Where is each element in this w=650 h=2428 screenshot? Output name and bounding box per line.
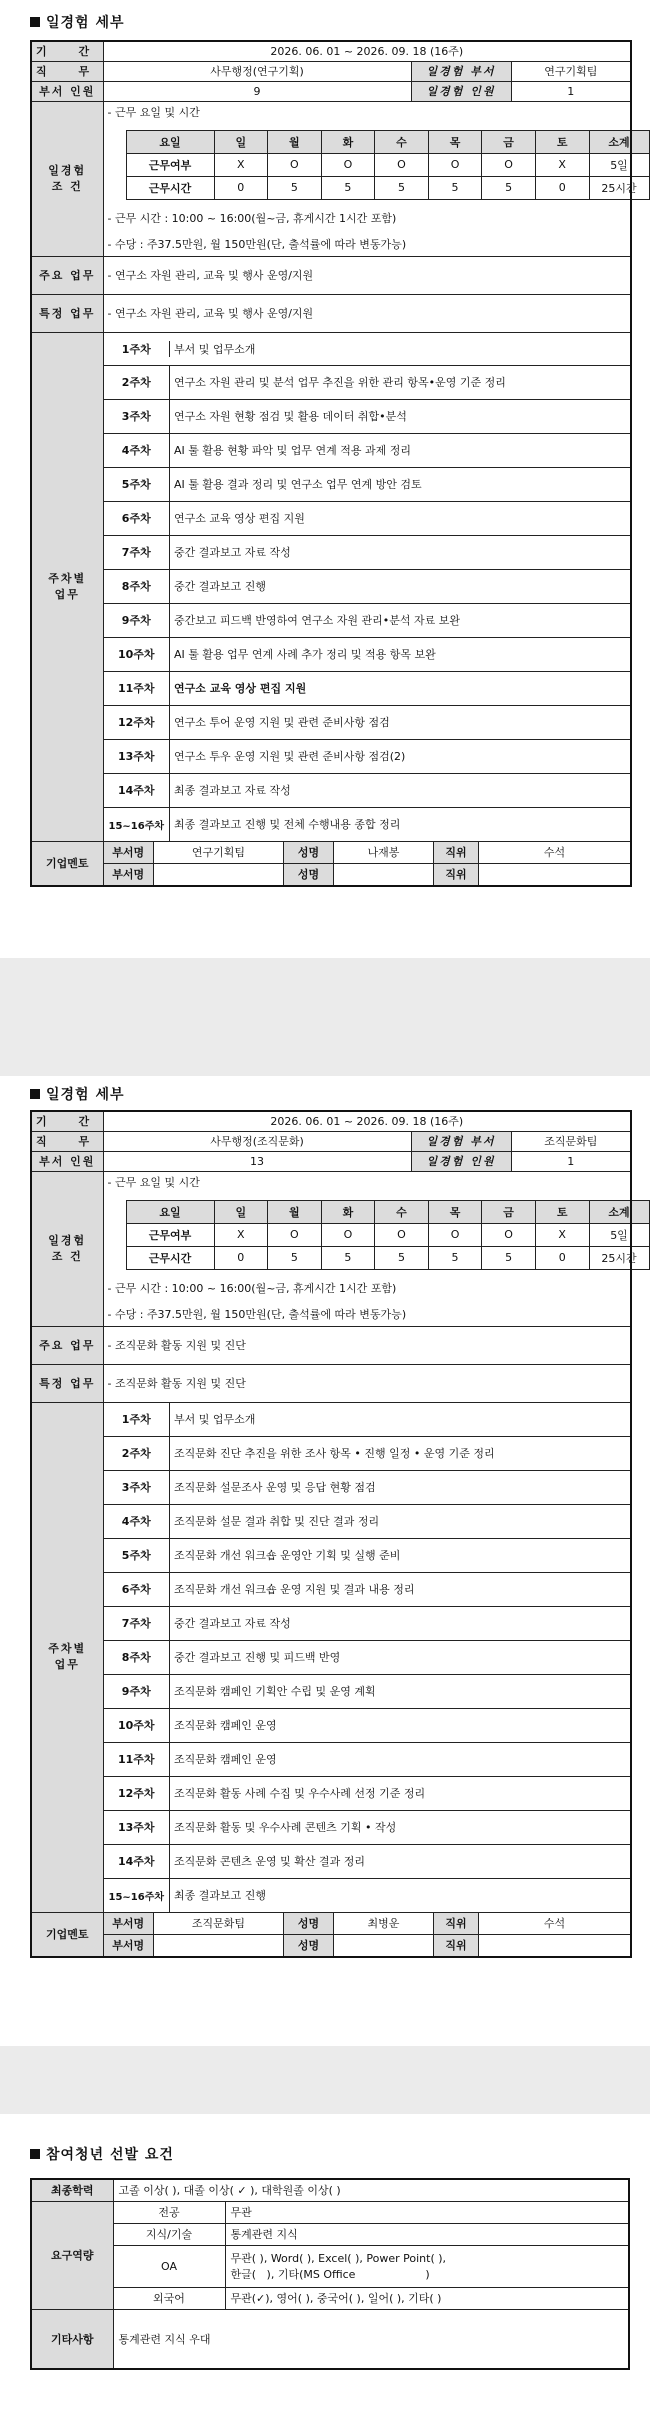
mentor-pos-value: 수석 — [543, 846, 566, 859]
mentor-name-label: 성명 — [284, 1913, 334, 1934]
week-row — [103, 1844, 631, 1878]
work-cell: O — [482, 1223, 536, 1246]
condition-label: 일경험 조 건 — [31, 1171, 103, 1326]
staff-label: 일경험 인원 — [411, 1151, 511, 1171]
staff-label: 일경험 인원 — [411, 81, 511, 101]
mentor-row — [103, 1912, 631, 1934]
week-row — [103, 569, 631, 603]
week-label: 15~16주차 — [104, 1879, 170, 1912]
mentor-pos-value — [479, 1935, 631, 1956]
duty-label: 직 무 — [31, 1131, 103, 1151]
education-value: 고졸 이상( ), 대졸 이상( ✓ ), 대학원졸 이상( ) — [113, 2179, 629, 2201]
week-task: 최종 결과보고 진행 — [174, 1889, 267, 1902]
week-label: 7주차 — [104, 536, 170, 569]
day-header: 토 — [535, 1200, 589, 1223]
hours-cell: 5 — [482, 176, 536, 199]
hours-cell: 5 — [428, 176, 482, 199]
dept-label: 일경험 부서 — [411, 61, 511, 81]
week-task: 조직문화 캠페인 운영 — [174, 1753, 277, 1766]
requirements-table — [30, 2178, 630, 2370]
work-days-table — [126, 130, 650, 200]
etc-value: 통계관련 지식 우대 — [113, 2309, 629, 2369]
section-title — [30, 2144, 174, 2164]
day-header: 수 — [375, 1200, 429, 1223]
week-label: 11주차 — [104, 672, 170, 705]
week-label: 1주차 — [104, 1403, 170, 1436]
week-row — [103, 1640, 631, 1674]
week-row — [103, 1436, 631, 1470]
week-label: 10주차 — [104, 1709, 170, 1742]
mentor-dept-label: 부서명 — [104, 864, 154, 885]
work-cell: O — [268, 1223, 322, 1246]
oa-line: 무관( ), Word( ), Excel( ), Power Point( ), — [230, 2252, 447, 2265]
hours-cell: 5 — [321, 1246, 375, 1269]
week-task: 부서 및 업무소개 — [174, 1413, 256, 1426]
week-label: 8주차 — [104, 570, 170, 603]
work-cell: O — [482, 153, 536, 176]
week-label: 7주차 — [104, 1607, 170, 1640]
week-label: 1주차 — [104, 341, 170, 357]
week-row — [103, 1742, 631, 1776]
mentor-dept-label: 부서명 — [104, 1913, 154, 1934]
work-cell: O — [375, 153, 429, 176]
work-cell: O — [428, 153, 482, 176]
mentor-name-value: 나재봉 — [334, 842, 434, 863]
week-task: 연구소 교육 영상 편집 지원 — [174, 512, 305, 525]
hours-cell: 0 — [214, 176, 268, 199]
work-cell: O — [268, 153, 322, 176]
week-row — [103, 365, 631, 399]
week-label: 14주차 — [104, 774, 170, 807]
square-bullet-icon — [30, 1089, 40, 1099]
day-header: 수 — [375, 130, 429, 153]
week-label: 14주차 — [104, 1845, 170, 1878]
week-task: 연구소 자원 현황 점검 및 활용 데이터 취합•분석 — [174, 410, 407, 423]
week-task: 연구소 자원 관리 및 분석 업무 추진을 위한 관리 항목•운영 기준 정리 — [174, 376, 506, 389]
day-header: 월 — [268, 1200, 322, 1223]
week-label: 9주차 — [104, 1675, 170, 1708]
mentor-dept-value: 연구기획팀 — [154, 842, 284, 863]
work-cell: X — [214, 1223, 268, 1246]
condition-box — [103, 101, 637, 256]
hours-cell: 25시간 — [589, 1246, 649, 1269]
hours-cell: 0 — [214, 1246, 268, 1269]
day-header: 일 — [214, 1200, 268, 1223]
week-task: 조직문화 활동 및 우수사례 콘텐츠 기획 • 작성 — [174, 1821, 397, 1834]
special-work-label: 특정 업무 — [31, 294, 103, 332]
mentor-label: 기업멘토 — [31, 1912, 103, 1957]
hours-cell: 5 — [268, 176, 322, 199]
mentor-row — [103, 863, 631, 886]
education-label: 최종학력 — [31, 2179, 113, 2201]
etc-label: 기타사항 — [31, 2309, 113, 2369]
oa-label: OA — [113, 2245, 225, 2287]
condition-title: - 근무 요일 및 시간 — [107, 105, 200, 119]
mentor-pos-label: 직위 — [434, 1913, 479, 1934]
week-task: 연구소 투우 운영 지원 및 관련 준비사항 점검(2) — [174, 750, 406, 763]
week-label: 13주차 — [104, 740, 170, 773]
page-gap — [0, 958, 650, 1076]
detail-table — [30, 1110, 637, 1958]
square-bullet-icon — [30, 2149, 40, 2159]
day-header: 목 — [428, 1200, 482, 1223]
detail-table — [30, 40, 637, 887]
day-header: 소계 — [589, 130, 649, 153]
mentor-label: 기업멘토 — [31, 841, 103, 886]
week-row — [103, 501, 631, 535]
dept-value: 연구기획팀 — [511, 61, 631, 81]
mentor-name-value: 최병운 — [334, 1913, 434, 1934]
work-row-label: 근무여부 — [126, 153, 214, 176]
week-task: 조직문화 활동 사례 수집 및 우수사례 선정 기준 정리 — [174, 1787, 426, 1800]
hours-cell: 5 — [428, 1246, 482, 1269]
week-row — [103, 433, 631, 467]
section-title — [30, 12, 125, 32]
day-header: 목 — [428, 130, 482, 153]
week-row — [103, 1538, 631, 1572]
mentor-dept-value — [154, 1935, 284, 1956]
day-header: 소계 — [589, 1200, 649, 1223]
week-row — [103, 773, 631, 807]
work-cell: O — [375, 1223, 429, 1246]
period-value: 2026. 06. 01 ~ 2026. 09. 18 (16주) — [103, 1111, 631, 1131]
week-label: 4주차 — [104, 1505, 170, 1538]
condition-title: - 근무 요일 및 시간 — [107, 1175, 200, 1189]
period-label: 기 간 — [31, 41, 103, 61]
week-row — [103, 705, 631, 739]
requirements-title: 참여청년 선발 요건 — [46, 2147, 174, 2163]
week-task: 조직문화 설문조사 운영 및 응답 현황 점검 — [174, 1481, 376, 1494]
hours-cell: 5 — [375, 1246, 429, 1269]
week-task: 조직문화 설문 결과 취합 및 진단 결과 정리 — [174, 1515, 380, 1528]
week-task: 중간 결과보고 진행 및 피드백 반영 — [174, 1651, 341, 1664]
week-task: 중간보고 피드백 반영하여 연구소 자원 관리•분석 자료 보완 — [174, 614, 460, 627]
knowledge-label: 지식/기술 — [113, 2223, 225, 2245]
week-row — [103, 1810, 631, 1844]
week-label: 8주차 — [104, 1641, 170, 1674]
mentor-dept-value: 조직문화팀 — [154, 1913, 284, 1934]
work-cell: X — [535, 1223, 589, 1246]
week-row — [103, 1606, 631, 1640]
mentor-name-value — [334, 864, 434, 885]
pay-text: - 수당 : 주37.5만원, 월 150만원(단, 출석률에 따라 변동가능) — [107, 1307, 407, 1321]
period-label: 기 간 — [31, 1111, 103, 1131]
week-label: 6주차 — [104, 1573, 170, 1606]
week-task: 중간 결과보고 자료 작성 — [174, 546, 291, 559]
major-value: 무관 — [225, 2201, 629, 2223]
week-row — [103, 1708, 631, 1742]
mentor-name-value — [334, 1935, 434, 1956]
week-label: 5주차 — [104, 468, 170, 501]
week-task: 연구소 교육 영상 편집 지원 — [174, 682, 307, 695]
hours-cell: 5 — [321, 176, 375, 199]
week-row — [103, 332, 631, 365]
week-task: 부서 및 업무소개 — [174, 342, 256, 356]
main-work-value: - 조직문화 활동 지원 및 진단 — [103, 1326, 631, 1364]
main-work-label: 주요 업무 — [31, 1326, 103, 1364]
condition-label: 일경험 조 건 — [31, 101, 103, 256]
dept-value: 조직문화팀 — [511, 1131, 631, 1151]
mentor-name-label: 성명 — [284, 864, 334, 885]
week-row — [103, 1674, 631, 1708]
square-bullet-icon — [30, 17, 40, 27]
work-cell: O — [321, 153, 375, 176]
work-days-table — [126, 1200, 650, 1270]
work-cell: 5일 — [589, 153, 649, 176]
mentor-row — [103, 841, 631, 863]
week-label: 10주차 — [104, 638, 170, 671]
week-row — [103, 603, 631, 637]
mentor-name-label: 성명 — [284, 1935, 334, 1956]
week-label: 12주차 — [104, 1777, 170, 1810]
hours-cell: 5 — [375, 176, 429, 199]
week-row — [103, 637, 631, 671]
week-task: 조직문화 개선 워크숍 운영 지원 및 결과 내용 정리 — [174, 1583, 415, 1596]
weekly-label: 주차별 업무 — [31, 1402, 103, 1912]
dept-staff-label: 부서 인원 — [31, 1151, 103, 1171]
day-header: 요일 — [126, 1200, 214, 1223]
document-page-1 — [0, 0, 650, 958]
section-title — [30, 1084, 125, 1104]
work-cell: O — [428, 1223, 482, 1246]
week-row — [103, 1878, 631, 1912]
week-row — [103, 1776, 631, 1810]
day-header: 일 — [214, 130, 268, 153]
hours-cell: 5 — [482, 1246, 536, 1269]
weekly-label: 주차별 업무 — [31, 332, 103, 841]
week-row — [103, 1504, 631, 1538]
week-label: 2주차 — [104, 366, 170, 399]
week-task: 조직문화 진단 추진을 위한 조사 항목 • 진행 일정 • 운영 기준 정리 — [174, 1447, 495, 1460]
special-work-label: 특정 업무 — [31, 1364, 103, 1402]
week-label: 4주차 — [104, 434, 170, 467]
mentor-pos-value: 수석 — [543, 1917, 566, 1930]
mentor-name-label: 성명 — [284, 842, 334, 863]
duty-value: 사무행정(연구기획) — [103, 61, 411, 81]
mentor-pos-label: 직위 — [434, 842, 479, 863]
section-title-text: 일경험 세부 — [46, 1087, 125, 1103]
week-task: 연구소 투어 운영 지원 및 관련 준비사항 점검 — [174, 716, 390, 729]
week-task: 중간 결과보고 자료 작성 — [174, 1617, 291, 1630]
week-row — [103, 1572, 631, 1606]
work-cell: O — [321, 1223, 375, 1246]
day-header: 화 — [321, 1200, 375, 1223]
oa-value — [225, 2245, 629, 2287]
language-value: 무관(✓), 영어( ), 중국어( ), 일어( ), 기타( ) — [225, 2287, 629, 2309]
staff-value: 1 — [511, 81, 631, 101]
hours-row-label: 근무시간 — [126, 176, 214, 199]
week-label: 3주차 — [104, 400, 170, 433]
dept-label: 일경험 부서 — [411, 1131, 511, 1151]
duty-label: 직 무 — [31, 61, 103, 81]
main-work-label: 주요 업무 — [31, 256, 103, 294]
work-row-label: 근무여부 — [126, 1223, 214, 1246]
week-row — [103, 467, 631, 501]
week-label: 11주차 — [104, 1743, 170, 1776]
week-task: AI 툴 활용 현황 파악 및 업무 연계 적용 과제 정리 — [174, 444, 412, 457]
week-label: 12주차 — [104, 706, 170, 739]
major-label: 전공 — [113, 2201, 225, 2223]
hours-row-label: 근무시간 — [126, 1246, 214, 1269]
mentor-dept-label: 부서명 — [104, 1935, 154, 1956]
hours-cell: 5 — [268, 1246, 322, 1269]
section-title-text: 일경험 세부 — [46, 15, 125, 31]
mentor-dept-label: 부서명 — [104, 842, 154, 863]
special-work-value: - 연구소 자원 관리, 교육 및 행사 운영/지원 — [103, 294, 631, 332]
mentor-pos-value — [479, 864, 631, 885]
week-task: 조직문화 콘텐츠 운영 및 확산 결과 정리 — [174, 1855, 365, 1868]
week-row — [103, 1470, 631, 1504]
week-label: 2주차 — [104, 1437, 170, 1470]
week-label: 3주차 — [104, 1471, 170, 1504]
oa-line: 한글( ), 기타(MS Office ) — [230, 2268, 430, 2281]
week-label: 6주차 — [104, 502, 170, 535]
hours-cell: 0 — [535, 176, 589, 199]
mentor-dept-value — [154, 864, 284, 885]
mentor-pos-label: 직위 — [434, 864, 479, 885]
competency-label: 요구역량 — [31, 2201, 113, 2309]
work-time-text: - 근무 시간 : 10:00 ~ 16:00(월~금, 휴게시간 1시간 포함) — [107, 211, 397, 225]
work-cell: X — [214, 153, 268, 176]
dept-staff-label: 부서 인원 — [31, 81, 103, 101]
page-gap — [0, 2046, 650, 2114]
week-label: 13주차 — [104, 1811, 170, 1844]
language-label: 외국어 — [113, 2287, 225, 2309]
week-label: 9주차 — [104, 604, 170, 637]
document-page-3 — [0, 2114, 650, 2428]
hours-cell: 0 — [535, 1246, 589, 1269]
duty-value: 사무행정(조직문화) — [103, 1131, 411, 1151]
hours-cell: 25시간 — [589, 176, 649, 199]
work-time-text: - 근무 시간 : 10:00 ~ 16:00(월~금, 휴게시간 1시간 포함) — [107, 1281, 397, 1295]
dept-staff-value: 9 — [103, 81, 411, 101]
work-cell: 5일 — [589, 1223, 649, 1246]
week-row — [103, 1402, 631, 1436]
week-label: 5주차 — [104, 1539, 170, 1572]
work-cell: X — [535, 153, 589, 176]
condition-box — [103, 1171, 637, 1326]
period-value: 2026. 06. 01 ~ 2026. 09. 18 (16주) — [103, 41, 631, 61]
dept-staff-value: 13 — [103, 1151, 411, 1171]
week-task: AI 툴 활용 업무 연계 사례 추가 정리 및 적용 항목 보완 — [174, 648, 436, 661]
document-page-2 — [0, 1076, 650, 2046]
knowledge-value: 통계관련 지식 — [225, 2223, 629, 2245]
day-header: 요일 — [126, 130, 214, 153]
day-header: 금 — [482, 1200, 536, 1223]
week-task: 조직문화 캠페인 기획안 수립 및 운영 계획 — [174, 1685, 376, 1698]
week-row — [103, 535, 631, 569]
week-row — [103, 739, 631, 773]
week-task: 최종 결과보고 자료 작성 — [174, 784, 291, 797]
day-header: 화 — [321, 130, 375, 153]
week-task: 조직문화 개선 워크숍 운영안 기획 및 실행 준비 — [174, 1549, 401, 1562]
week-task: 조직문화 캠페인 운영 — [174, 1719, 277, 1732]
week-task: AI 툴 활용 결과 정리 및 연구소 업무 연계 방안 검토 — [174, 478, 422, 491]
special-work-value: - 조직문화 활동 지원 및 진단 — [103, 1364, 631, 1402]
day-header: 월 — [268, 130, 322, 153]
week-row — [103, 807, 631, 841]
day-header: 금 — [482, 130, 536, 153]
mentor-row — [103, 1934, 631, 1957]
main-work-value: - 연구소 자원 관리, 교육 및 행사 운영/지원 — [103, 256, 631, 294]
week-task: 중간 결과보고 진행 — [174, 580, 267, 593]
mentor-pos-label: 직위 — [434, 1935, 479, 1956]
week-task: 최종 결과보고 진행 및 전체 수행내용 종합 정리 — [174, 818, 401, 831]
staff-value: 1 — [511, 1151, 631, 1171]
day-header: 토 — [535, 130, 589, 153]
week-label: 15~16주차 — [104, 808, 170, 841]
week-row — [103, 399, 631, 433]
pay-text: - 수당 : 주37.5만원, 월 150만원(단, 출석률에 따라 변동가능) — [107, 237, 407, 251]
week-row — [103, 671, 631, 705]
